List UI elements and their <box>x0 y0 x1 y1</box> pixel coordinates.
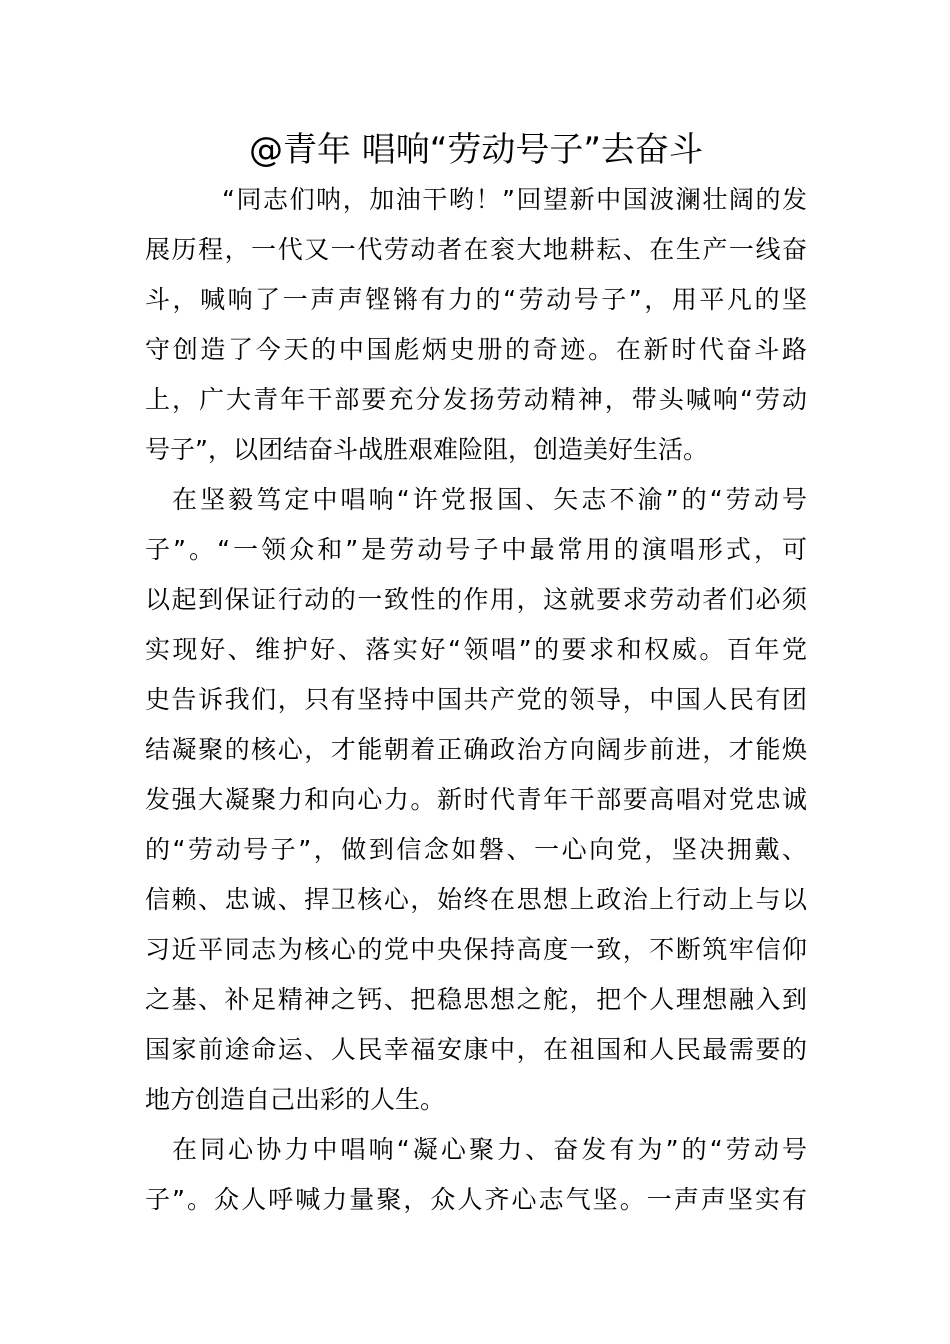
paragraph-line: 子”。“一领众和”是劳动号子中最常用的演唱形式，可 <box>145 535 807 564</box>
paragraph-line: 守创造了今天的中国彪炳史册的奇迹。在新时代奋斗路 <box>145 335 807 364</box>
paragraph-line: 以起到保证行动的一致性的作用，这就要求劳动者们必须 <box>145 585 807 614</box>
paragraph-line: 在坚毅笃定中唱响“许党报国、矢志不渝”的“劳动号 <box>172 485 807 514</box>
paragraph-line: 地方创造自己出彩的人生。 <box>145 1085 446 1114</box>
paragraph-line: 结凝聚的核心，才能朝着正确政治方向阔步前进，才能焕 <box>145 735 807 764</box>
paragraph-line: 实现好、维护好、落实好“领唱”的要求和权威。百年党 <box>145 635 807 664</box>
paragraph-line: 展历程，一代又一代劳动者在衮大地耕耘、在生产一线奋 <box>145 235 807 264</box>
paragraph-line: 上，广大青年干部要充分发扬劳动精神，带头喊响“劳动 <box>145 385 807 414</box>
paragraph-line: 的“劳动号子”，做到信念如磐、一心向党，坚决拥戴、 <box>145 835 807 864</box>
paragraph-line: 子”。众人呼喊力量聚，众人齐心志气坚。一声声坚实有 <box>145 1185 807 1214</box>
paragraph-line: 之基、补足精神之钙、把稳思想之舵，把个人理想融入到 <box>145 985 807 1014</box>
paragraph-line: 在同心协力中唱响“凝心聚力、奋发有为”的“劳动号 <box>172 1135 807 1164</box>
paragraph-line: 号子”，以团结奋斗战胜艰难险阻，创造美好生活。 <box>145 435 708 464</box>
paragraph-line: 斗，喊响了一声声铿锵有力的“劳动号子”，用平凡的坚 <box>145 285 807 314</box>
paragraph-line: 史告诉我们，只有坚持中国共产党的领导，中国人民有团 <box>145 685 807 714</box>
paragraph-line: 国家前途命运、人民幸福安康中，在祖国和人民最需要的 <box>145 1035 807 1064</box>
paragraph-line: 习近平同志为核心的党中央保持高度一致，不断筑牢信仰 <box>145 935 807 964</box>
paragraph-line: 信赖、忠诚、捍卫核心，始终在思想上政治上行动上与以 <box>145 885 807 914</box>
document-title: @青年 唱响“劳动号子”去奋斗 <box>248 130 704 170</box>
paragraph-line: 发强大凝聚力和向心力。新时代青年干部要高唱对党忠诚 <box>145 785 807 814</box>
paragraph-line: “同志们呐，加油干哟！”回望新中国波澜壮阔的发 <box>222 185 807 214</box>
